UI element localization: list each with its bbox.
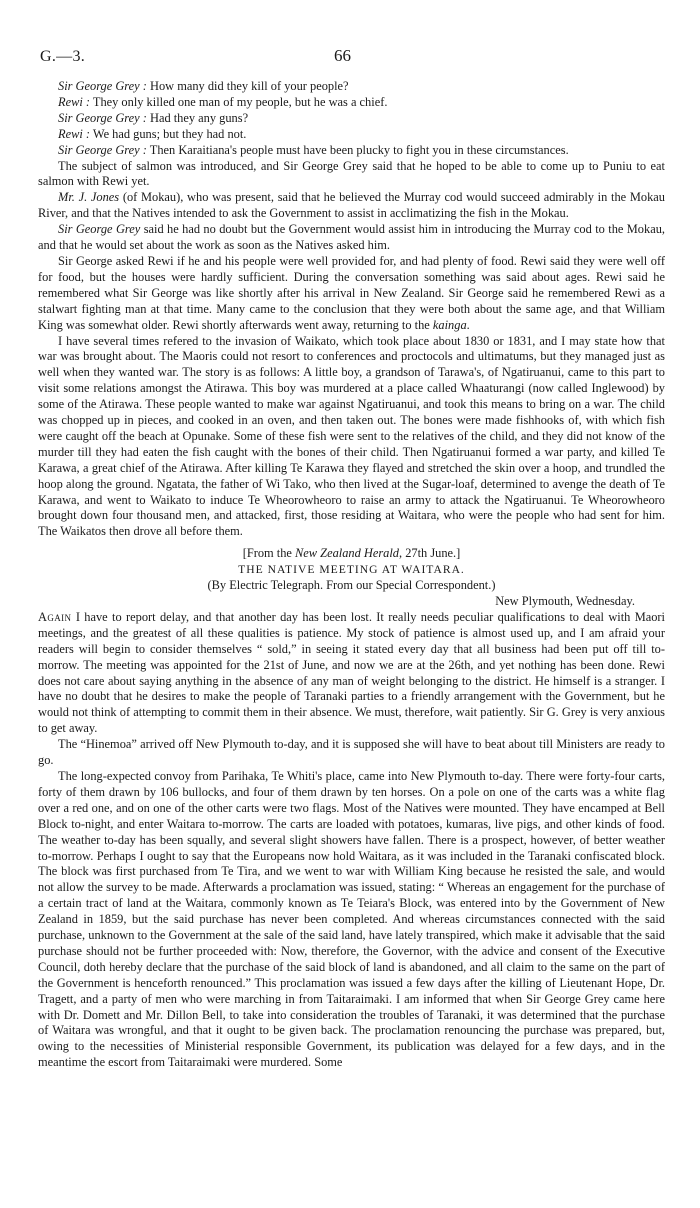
utterance: Then Karaitiana's people must have been plucky to fight you in these circumstances. [149, 142, 569, 157]
paragraph-murray-cod [38, 190, 665, 222]
speaker: Sir George Grey [58, 222, 141, 237]
article-paragraph: The long-expected convoy from Parihaka, Te Whiti's place, came into New Plymouth to-day. There were forty-four carts, forty of them drawn by 106 bullocks, and four of them drawn by ten horses. On a pole on one of the carts was a white flag over a red one, and on one of the other carts were two flags. Most of the Natives were mounted. They have encamped at Bell Block to-night, and enter Waitara to-morrow. The carts are loaded with potatoes, kumaras, live pigs, and other kinds of food. The weather to-day has been squally, and several slight showers have fallen. There is a prospect, however, of better weather to-morrow. Perhaps I ought to say that the Europeans now hold Waitara, as it was included in the Taranaki confiscated block. The block was first purchased from Te Tira, and we went to war with William King because he resisted the sale, and would not allow the survey to be made. Afterwards a proclamation was issued, stating: “ Whereas an engagement for the purchase of a certain tract of land at the Waitara, commonly known as Te Teiara's Block, was entered into by the Government of New Zealand in 1859, but the said purchase has never been completed. And whereas circumstances connected with the said purchase, unknown to the Government at the sale of the said land, have lately transpired, which make it advisable that the said purchase should not be further proceeded with: Now, therefore, the Governor, with the advice and consent of the Executive Council, doth hereby declare that the purchase of the said block of land is abandoned, and all claim to the same on the part of the Government is henceforth renounced.” This proclamation was issued a few days after the killing of Lieutenant Hope, Dr. Tragett, and a party of men who were marching in from Taitaraimaki. I am informed that when Sir George Grey came here with Dr. Domett and Mr. Dillon Bell, to take into consideration the troubles of Taranaki, it was determined that the purchase of Waitara was wrongful, and that it ought to be given back. The proclamation renouncing the purchase was prepared, but, owing to the necessities of Ministerial responsible Government, its publication was delayed for a few days, and in the meantime the escort from Taitaraimaki were murdered. Some [38, 768, 665, 1070]
dialogue-line [38, 95, 665, 111]
utterance: They only killed one man of my people, but he was a chief. [92, 94, 388, 109]
dialogue-line [38, 111, 665, 127]
punctuation: . [466, 317, 470, 332]
utterance: Had they any guns? [150, 110, 249, 125]
paragraph-waikato-invasion: I have several times refered to the invasion of Waikato, which took place about 1830 or 1831, and I may state how that war was brought about. The Maoris could not resort to conferences and proctocols and ultimatums, but they managed just as well when they wanted war. The story is as follows: A little boy, a grandson of Tarawa's, of Ngatiruanui, came to this part to visit some relations amongst the Atirawa. This boy was murdered at a place called Whaaturangi (now called Inglewood) by some of the Atirawa. These people wanted to make war against Ngatiruanui, and took this means to bring on a war. The child was chopped up in pieces, and cooked in an oven, and then taken out. The bones were made fishhooks of, with which fish were caught off the beach at Opunake. Some of these fish were sent to the relatives of the child, and they did not know of the murder till they had eaten the fish caught with the bones of their child. Then Ngatiruanui formed a war party, and killed Te Karawa, a great chief of the Atirawa. After killing Te Karawa they flayed and stretched the skin over a hoop, and trundled the hoop along the ground. Ngatata, the father of Wi Tako, who then lived at the Sugar-loaf, determined to avenge the death of Te Karawa, and went to Waikato to induce Te Wheorowheoro to raise an army to attack the Ngatiruanui. Te Wheorowheoro brought down four thousand men, and attacked, first, those residing at Waitara, who were the people who had sent for him. The Waikatos then drove all before them. [38, 333, 665, 539]
paragraph-salmon: The subject of salmon was introduced, and Sir George Grey said that he hoped to be able to come up to Puniu to eat salmon with Rewi yet. [38, 158, 665, 189]
article-title: THE NATIVE MEETING AT WAITARA. [238, 563, 465, 577]
newspaper-name: New Zealand Herald [295, 546, 399, 561]
article-dateline: New Plymouth, Wednesday. [495, 594, 635, 608]
text-column [38, 79, 665, 1071]
dialogue-line [38, 79, 665, 95]
speaker: Sir George Grey : [58, 110, 147, 125]
article-paragraph: The “Hinemoa” arrived off New Plymouth to-day, and it is supposed she will have to beat about till Ministers are ready to go. [38, 737, 665, 768]
article-paragraph [38, 610, 665, 737]
first-word: Again [38, 609, 72, 624]
page-number: 66 [334, 46, 351, 65]
source-prefix: [From the [242, 546, 292, 561]
speaker: Mr. J. Jones [58, 190, 120, 205]
dialogue-line [38, 143, 665, 159]
article-subtitle: (By Electric Telegraph. From our Special Correspondent.) [207, 578, 496, 593]
paragraph-text: Sir George asked Rewi if he and his people were well provided for, and had plenty of food. Rewi said they were well off for food, but the houses were hardly sufficient. During the conversation something was said about ages. Rewi said he remembered what Sir George was like shortly after his arrival in New Zealand. Sir George said he remembered Rewi as a stalwart fighting man at that time. Many came to the conclusion that they were both about the same age, and that William King was somewhat older. Rewi shortly afterwards went away, returning to the [38, 253, 665, 332]
utterance: How many did they kill of your people? [150, 79, 349, 93]
speaker: Sir George Grey : [58, 142, 147, 157]
paragraph-text: I have to report delay, and that another day has been lost. It really needs peculiar qualifications to deal with Maori meetings, and the greatest of all these qualities is patience. My stock of patience is almost used up, and I am afraid your readers will begin to consider themselves “ sold,” in seeing it stated every day that all business had been put off till to-morrow. The meeting was appointed for the 21st of June, and now we are at the 26th, and yet nothing has been done. Rewi does not care about saying anything in the absence of any man of weight belonging to the district. He himself is a stranger. I have no doubt that he desires to make the people of Taranaki parties to a friendly arrangement with the Government, but he would not think of attempting to commit them in their absence. We must, therefore, wait patiently. Sir G. Grey is very anxious to get away. [38, 609, 665, 736]
paragraph-text: (of Mokau), who was present, said that he believed the Murray cod would succeed admirably in the Mokau River, and that the Natives intended to ask the Government to assist in acclimatizing the fish in the Mokau. [38, 190, 665, 221]
utterance: We had guns; but they had not. [92, 126, 247, 141]
speaker: Sir George Grey : [58, 79, 147, 93]
paragraph-ages [38, 254, 665, 334]
paragraph-text: said he had no doubt but the Government would assist him in introducing the Murray cod to the Mokau, and that he would set about the work as soon as the Natives asked him. [38, 222, 665, 253]
dialogue-line [38, 127, 665, 143]
speaker: Rewi : [58, 94, 90, 109]
speaker: Rewi : [58, 126, 90, 141]
document-reference: G.—3. [40, 48, 86, 65]
italic-word: kainga [432, 317, 467, 332]
paragraph-government-assist [38, 222, 665, 254]
article-source [38, 546, 665, 562]
source-date: , 27th June.] [399, 546, 461, 561]
